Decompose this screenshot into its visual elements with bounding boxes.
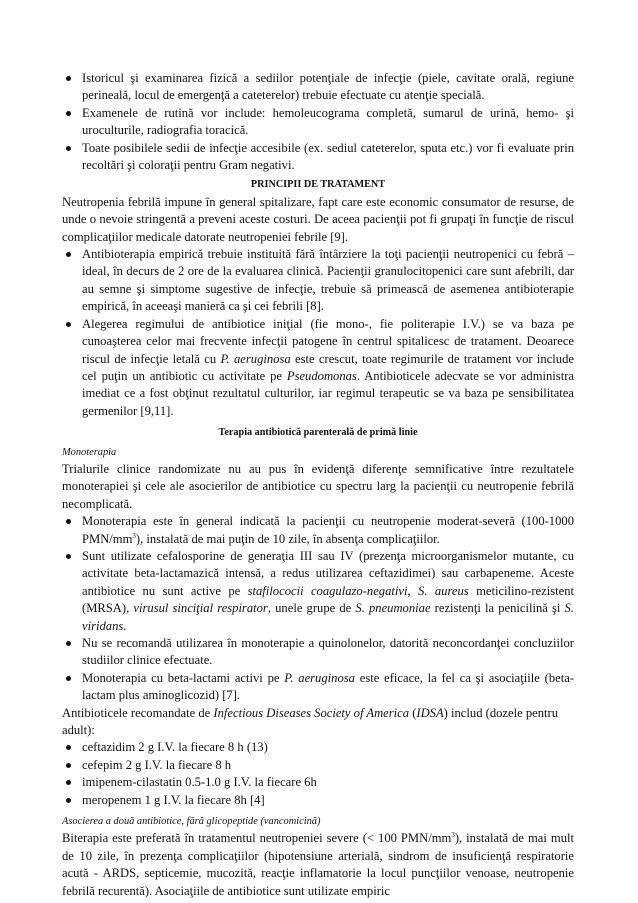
text-run: rezistenţi la penicilină şi [430, 601, 565, 616]
text-run: Monoterapia cu beta-lactami activi pe [82, 670, 285, 685]
italic-organism: S. viridans [82, 601, 574, 633]
section-heading-principles: PRINCIPII DE TRATAMENT [250, 179, 386, 191]
list-item [62, 105, 574, 140]
dosing-text: meropenem 1 g I.V. la fiecare 8h [4] [82, 792, 265, 807]
text-run: Sunt utilizate cefalosporine de generaţia III sau IV (prezenţa microorganismelor mutante, cu activitate beta-lactamazică intensă, a redus utilizarea ceftazidimei) sau carbapeneme. Aceste antibiotice nu sunt active pe [82, 548, 574, 598]
document-body [62, 70, 574, 900]
dosing-text: imipenem-cilastatin 0.5-1.0 g I.V. la fiecare 6h [82, 775, 317, 790]
list-item [62, 774, 574, 791]
bullet-list-dosing [62, 739, 574, 809]
text-run: Biterapia este preferată în tratamentul neutropeniei severe (< 100 PMN/mm [62, 831, 452, 846]
paragraph-bitherapy [62, 830, 574, 900]
text-run: este eficace, la fel ca şi asociaţiile (beta-lactam plus aminoglicozid) [7]. [82, 670, 574, 703]
text-run: ( [409, 705, 417, 720]
bullet-text: Istoricul şi examinarea fizică a sediilor potenţiale de infecţie (piele, cavitate orală, regiune perineală, locul de emergenţă a cateterelor) trebuie efectuate cu atenţie specială. [82, 71, 574, 103]
paragraph-monotherapy: Trialurile clinice randomizate nu au pus în evidenţă diferenţe semnificative între rezultatele monoterapiei şi cele ale asocierilor de antibiotice cu spectru larg la pacienţii cu neutropenie febrilă necomplicată. [62, 461, 574, 511]
list-item [62, 246, 574, 316]
italic-acronym: IDSA [416, 705, 444, 720]
bullet-text: Antibioterapia empirică trebuie instituită fără întârziere la toţi pacienţii neutropenici cu febră – ideal, în decurs de 2 ore de la evaluarea clinică. Pacienţii granulocitopenici care sunt afebrili, dar au semne şi simptome sugestive de infecţie, trebuie să primească de asemenea antibioterapie empirică, în aceeaşi manieră ca şi cei febrili [8]. [82, 247, 574, 314]
bullet-list-monotherapy [62, 513, 574, 704]
bullet-text: Toate posibilele sedii de infecţie accesibile (ex. sediul cateterelor, sputa etc.) vor fi evaluate prin recoltări şi coloraţii pentru Gram negativi. [82, 140, 574, 173]
text-run: ) includ (dozele pentru adult): [62, 705, 559, 738]
list-item [62, 316, 574, 420]
dosing-text: ceftazidim 2 g I.V. la fiecare 8 h (13) [82, 740, 268, 755]
italic-organism: S. pneumoniae [355, 601, 431, 616]
text-run: Antibioticele recomandate de [62, 705, 214, 720]
superscript: 3 [451, 831, 455, 840]
italic-organization: Infectious Diseases Society of America [213, 705, 410, 720]
list-item [62, 792, 574, 809]
list-item [62, 757, 574, 774]
section-heading-therapy: Terapia antibiotică parenterală de primă linie [218, 427, 418, 439]
italic-organism: P. aeruginosa [284, 670, 355, 685]
subsection-label-association: Asocierea a două antibiotice, fără glicopeptide (vancomicină) [62, 816, 321, 828]
text-run: Monoterapia este în general indicată la pacienţii cu neutropenie moderat-severă (100-1000 PMN/mm [82, 514, 574, 546]
text-run: . Antibioticele adecvate se vor administra imediat ce a fost obţinut rezultatul culturilor, iar regimul terapeutic se va baza pe sensibilitatea germenilor [9,11]. [82, 368, 574, 418]
bullet-list-principles [62, 246, 574, 420]
text-run: meticilino-rezistent (MRSA), [82, 583, 574, 616]
italic-organism: Pseudomonas [286, 368, 357, 383]
italic-organism: P. aeruginosa [220, 351, 291, 366]
list-item [62, 513, 574, 548]
list-item [62, 635, 574, 670]
text-run: Alegerea regimului de antibiotice iniţial (fie mono-, fie politerapie I.V.) se va baza pe cunoaşterea celor mai frecvente infecţii patogene în centrul spitalicesc de tratament. Deoarece riscul de infecţie letală cu [82, 316, 574, 366]
text-run: , [407, 583, 419, 598]
text-run: . [123, 618, 127, 633]
subsection-label-monotherapy: Monoterapia [62, 446, 117, 458]
list-item [62, 670, 574, 705]
list-item [62, 140, 574, 175]
italic-organism: S. aureus [418, 583, 469, 598]
list-item [62, 739, 574, 756]
bullet-list-evaluation [62, 70, 574, 174]
text-run: este crescut, toate regimurile de tratament vor include cel puţin un antibiotic cu activitate pe [82, 351, 574, 383]
italic-organism: stafilococii coagulazo-negativi [247, 583, 408, 598]
text-run: ), instalată de mai puţin de 10 zile, în absenţa complicaţiilor. [135, 531, 440, 546]
list-item [62, 70, 574, 105]
paragraph-principles: Neutropenia febrilă impune în general spitalizare, fapt care este economic consumator de resurse, de unde o nevoie stringentă a preveni aceste costuri. De aceea pacienţii pot fi grupaţi în funcţie de riscul complicaţiilor medicale datorate neutropeniei febrile [9]. [62, 194, 574, 244]
text-run: , unele grupe de [267, 601, 356, 616]
bullet-text: Examenele de rutină vor include: hemoleucograma completă, sumarul de urină, hemo- şi uroculturile, radiografia toracică. [82, 105, 574, 138]
list-item [62, 548, 574, 635]
paragraph-idsa [62, 705, 574, 740]
italic-organism: virusul sinciţial respirator [133, 601, 268, 616]
dosing-text: cefepim 2 g I.V. la fiecare 8 h [82, 757, 232, 772]
bullet-text: Nu se recomandă utilizarea în monoterapie a quinolonelor, datorită neconcordanţei concluziilor studiilor clinice efectuate. [82, 636, 574, 668]
text-run: ), instalată de mai mult de 10 zile, în prezenţa complicaţiilor (hipotensiune arterială, sindrom de insuficienţă respiratorie acută - ARDS, septicemie, mucozită, reacţie inflamatorie la locul puncţiilor venoase, neutropenie febrilă recurentă). Asociaţiile de antibiotice sunt utilizate empiric [62, 831, 574, 898]
superscript: 3 [132, 531, 136, 540]
